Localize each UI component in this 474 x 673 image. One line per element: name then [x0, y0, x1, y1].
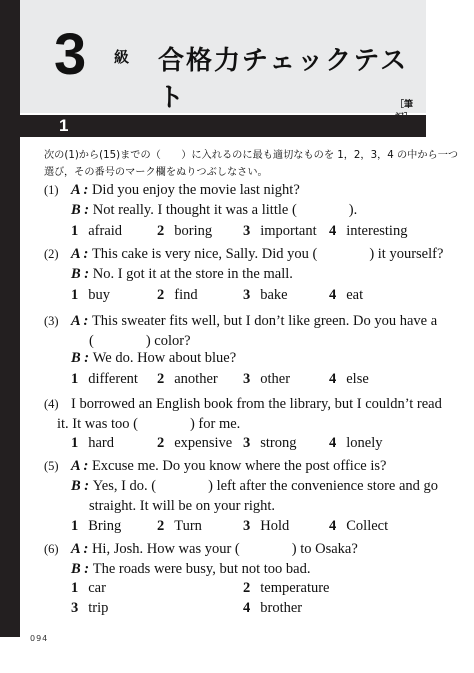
answer-option [71, 600, 108, 617]
speaker-label: A : [71, 458, 92, 474]
answer-option [243, 600, 302, 617]
speaker-label: A : [71, 541, 92, 557]
option-text: buy [88, 287, 110, 303]
option-text: different [88, 371, 138, 387]
question-line [89, 333, 191, 350]
answer-option [71, 223, 122, 240]
option-number: 4 [329, 223, 337, 239]
answer-option [157, 223, 212, 240]
answer-option [71, 371, 138, 388]
line-text: No. I got it at the store in the mall. [92, 266, 293, 282]
speaker-label: A : [71, 313, 92, 329]
answer-option [329, 371, 369, 388]
option-text: Bring [88, 518, 122, 534]
answer-option [157, 371, 218, 388]
answer-option [71, 580, 106, 597]
option-number: 1 [71, 223, 79, 239]
question-line [71, 396, 442, 413]
option-number: 1 [71, 580, 79, 596]
question-line [57, 416, 240, 433]
line-text: ) color? [145, 333, 191, 349]
option-number: 3 [71, 600, 79, 616]
grade-unit: 級 [114, 48, 130, 66]
option-number: 3 [243, 435, 251, 451]
question-line [71, 458, 386, 475]
question-line [89, 498, 275, 515]
option-number: 2 [157, 518, 165, 534]
question-line [71, 266, 293, 283]
answer-option [243, 435, 297, 452]
speaker-label: B : [71, 266, 93, 282]
line-text: Hi, Josh. How was your ( [91, 541, 240, 557]
answer-option [157, 287, 198, 304]
answer-option [329, 518, 388, 535]
line-text: This cake is very nice, Sally. Did you ( [91, 246, 318, 262]
option-text: trip [88, 600, 109, 616]
option-number: 1 [71, 518, 79, 534]
line-text: ) for me. [189, 416, 241, 432]
speaker-label: A : [71, 182, 92, 198]
option-number: 3 [243, 223, 251, 239]
option-text: find [174, 287, 198, 303]
line-text: it. It was too ( [57, 416, 138, 432]
option-number: 2 [243, 580, 251, 596]
answer-option [329, 287, 363, 304]
speaker-label: B : [71, 561, 93, 577]
speaker-label: A : [71, 246, 92, 262]
option-number: 4 [329, 435, 337, 451]
line-text: The roads were busy, but not too bad. [92, 561, 311, 577]
line-text: ). [348, 202, 358, 218]
option-number: 1 [71, 435, 79, 451]
answer-option [243, 518, 289, 535]
instruction-line: 次の(1)から(15)までの（ ）に入れるのに最も適切なものを 1，2，3，4 の中から一つ [44, 150, 459, 161]
option-text: else [346, 371, 369, 387]
speaker-label: B : [71, 478, 93, 494]
option-text: Hold [260, 518, 290, 534]
page-header [20, 0, 426, 113]
answer-option [243, 223, 317, 240]
option-text: important [260, 223, 317, 239]
option-number: 4 [329, 371, 337, 387]
option-text: strong [260, 435, 297, 451]
question-number: (5) [44, 459, 59, 473]
line-text: ) it yourself? [369, 246, 444, 262]
question-line [71, 313, 437, 330]
page-number: 094 [30, 634, 49, 643]
grade-number: 3 [54, 22, 87, 87]
question-line [71, 202, 357, 219]
option-text: eat [346, 287, 364, 303]
option-number: 1 [71, 287, 79, 303]
answer-option [243, 371, 290, 388]
option-text: another [174, 371, 218, 387]
option-number: 3 [243, 287, 251, 303]
answer-option [243, 287, 288, 304]
option-number: 2 [157, 287, 165, 303]
question-line [71, 541, 358, 558]
line-text: Excuse me. Do you know where the post office is? [91, 458, 387, 474]
question-line [71, 561, 310, 578]
option-number: 1 [71, 371, 79, 387]
option-text: Collect [346, 518, 389, 534]
line-text: Yes, I do. ( [92, 478, 157, 494]
line-text: Did you enjoy the movie last night? [91, 182, 300, 198]
line-text: ( [89, 333, 94, 349]
question-line [71, 350, 236, 367]
answer-option [71, 518, 121, 535]
option-number: 4 [329, 287, 337, 303]
option-text: bake [260, 287, 288, 303]
page-spine [0, 0, 20, 637]
option-text: hard [88, 435, 115, 451]
answer-option [71, 287, 110, 304]
line-text: straight. It will be on your right. [89, 498, 276, 514]
line-text: Not really. I thought it was a little ( [92, 202, 297, 218]
question-line [71, 246, 443, 263]
line-text: ) left after the convenience store and go [208, 478, 439, 494]
speaker-label: B : [71, 202, 93, 218]
option-text: lonely [346, 435, 383, 451]
option-text: afraid [88, 223, 123, 239]
option-text: temperature [260, 580, 330, 596]
option-text: interesting [346, 223, 408, 239]
option-text: boring [174, 223, 213, 239]
option-text: brother [260, 600, 303, 616]
line-text: I borrowed an English book from the library, but I couldn’t read [71, 396, 442, 412]
question-line [71, 478, 438, 495]
option-number: 2 [157, 223, 165, 239]
question-number: (3) [44, 314, 59, 328]
speaker-label: B : [71, 350, 93, 366]
answer-option [157, 518, 202, 535]
answer-option [329, 435, 383, 452]
question-number: (4) [44, 397, 59, 411]
option-number: 4 [329, 518, 337, 534]
option-text: car [88, 580, 106, 596]
answer-option [71, 435, 114, 452]
section-tag: ［筆 [395, 100, 414, 110]
option-text: expensive [174, 435, 233, 451]
line-text: This sweater fits well, but I don’t like green. Do you have a [91, 313, 438, 329]
section-number: 1 [59, 116, 69, 135]
option-number: 2 [157, 371, 165, 387]
section-bar [20, 115, 426, 137]
answer-option [157, 435, 232, 452]
option-number: 3 [243, 371, 251, 387]
option-text: other [260, 371, 291, 387]
option-number: 3 [243, 518, 251, 534]
option-number: 2 [157, 435, 165, 451]
question-number: (1) [44, 183, 59, 197]
answer-option [243, 580, 330, 597]
question-line [71, 182, 300, 199]
line-text: We do. How about blue? [92, 350, 237, 366]
option-text: Turn [174, 518, 202, 534]
instruction-line: 選び，その番号のマーク欄をぬりつぶしなさい。 [44, 167, 268, 178]
question-number: (6) [44, 542, 59, 556]
line-text: ) to Osaka? [291, 541, 358, 557]
answer-option [329, 223, 407, 240]
option-number: 4 [243, 600, 251, 616]
question-number: (2) [44, 247, 59, 261]
page-title: 合格力チェックテスト [158, 46, 409, 113]
